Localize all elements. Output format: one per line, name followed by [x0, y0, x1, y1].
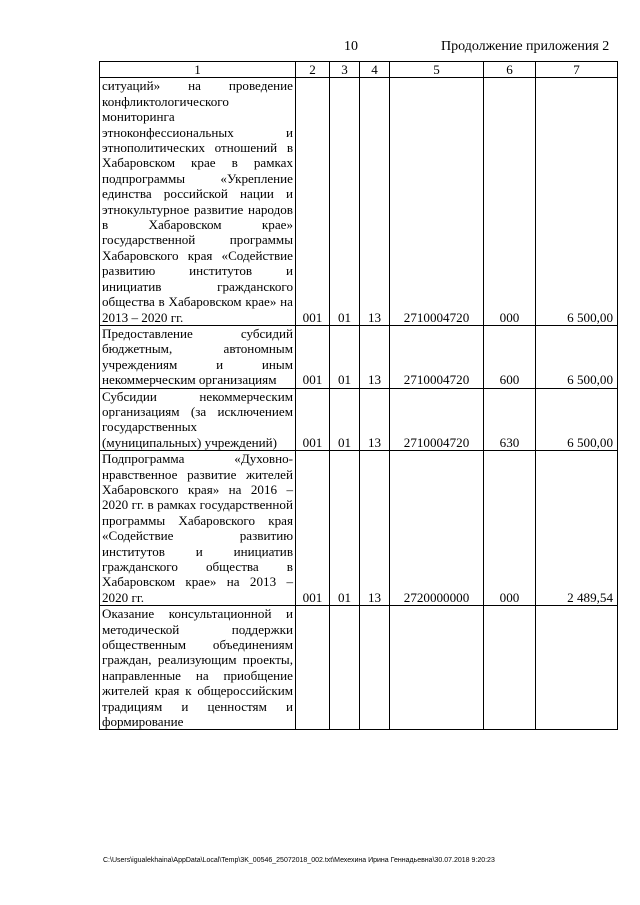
- row-name: Субсидии некоммерческим организациям (за исключением государственных (муниципальных) учреждений): [100, 388, 296, 451]
- column-header: 7: [536, 62, 618, 78]
- subsection-code: 13: [360, 78, 390, 326]
- table-row: [100, 388, 618, 451]
- target-article-code: 2720000000: [390, 451, 484, 606]
- target-article-code: [390, 606, 484, 730]
- section-code: 01: [330, 388, 360, 451]
- amount: [536, 606, 618, 730]
- subsection-code: [360, 606, 390, 730]
- expense-type-code: 000: [484, 78, 536, 326]
- section-code: 01: [330, 78, 360, 326]
- row-name: Предоставление субсидий бюджетным, автономным учреждениям и иным некоммерческим организациям: [100, 325, 296, 388]
- amount: 6 500,00: [536, 325, 618, 388]
- table-row: [100, 606, 618, 730]
- row-name: Подпрограмма «Духовно-нравственное развитие жителей Хабаровского края» на 2016 – 2020 гг. в рамках государственной программы Хабаровского края «Содействие развитию институтов и инициатив гражданского общества в Хабаровском крае» на 2013 – 2020 гг.: [100, 451, 296, 606]
- ministry-code: 001: [296, 388, 330, 451]
- column-header: 5: [390, 62, 484, 78]
- page-number: 10: [344, 39, 358, 54]
- subsection-code: 13: [360, 451, 390, 606]
- target-article-code: 2710004720: [390, 325, 484, 388]
- section-code: [330, 606, 360, 730]
- expense-type-code: 600: [484, 325, 536, 388]
- amount: 2 489,54: [536, 451, 618, 606]
- subsection-code: 13: [360, 325, 390, 388]
- ministry-code: [296, 606, 330, 730]
- ministry-code: 001: [296, 78, 330, 326]
- continuation-label: Продолжение приложения 2: [441, 39, 610, 54]
- table-row: [100, 78, 618, 326]
- section-code: 01: [330, 325, 360, 388]
- subsection-code: 13: [360, 388, 390, 451]
- ministry-code: 001: [296, 325, 330, 388]
- table-row: [100, 451, 618, 606]
- expense-type-code: [484, 606, 536, 730]
- column-header: 2: [296, 62, 330, 78]
- row-name: ситуаций» на проведение конфликтологического мониторинга этноконфессиональных и этнополитических отношений в Хабаровском крае в рамках подпрограммы «Укрепление единства российской нации и этнокультурное развитие народов в Хабаровском крае» государственной программы Хабаровского края «Содействие развитию институтов и инициатив гражданского общества в Хабаровском крае» на 2013 – 2020 гг.: [100, 78, 296, 326]
- column-header: 4: [360, 62, 390, 78]
- target-article-code: 2710004720: [390, 388, 484, 451]
- table-row: [100, 325, 618, 388]
- column-header-row: [100, 62, 618, 78]
- section-code: 01: [330, 451, 360, 606]
- column-header: 6: [484, 62, 536, 78]
- column-header: 1: [100, 62, 296, 78]
- target-article-code: 2710004720: [390, 78, 484, 326]
- amount: 6 500,00: [536, 78, 618, 326]
- budget-table: [99, 61, 618, 730]
- file-path-footer: C:\Users\igualekhaina\AppData\Local\Temp\3K_00546_25072018_002.txt\Мехехина Ирина Геннадьевна\30.07.2018 9:20:23: [103, 857, 495, 864]
- ministry-code: 001: [296, 451, 330, 606]
- expense-type-code: 630: [484, 388, 536, 451]
- expense-type-code: 000: [484, 451, 536, 606]
- row-name: Оказание консультационной и методической поддержки общественным объединениям граждан, реализующим проекты, направленные на приобщение жителей края к общероссийским традициям и ценностям и формирование: [100, 606, 296, 730]
- column-header: 3: [330, 62, 360, 78]
- amount: 6 500,00: [536, 388, 618, 451]
